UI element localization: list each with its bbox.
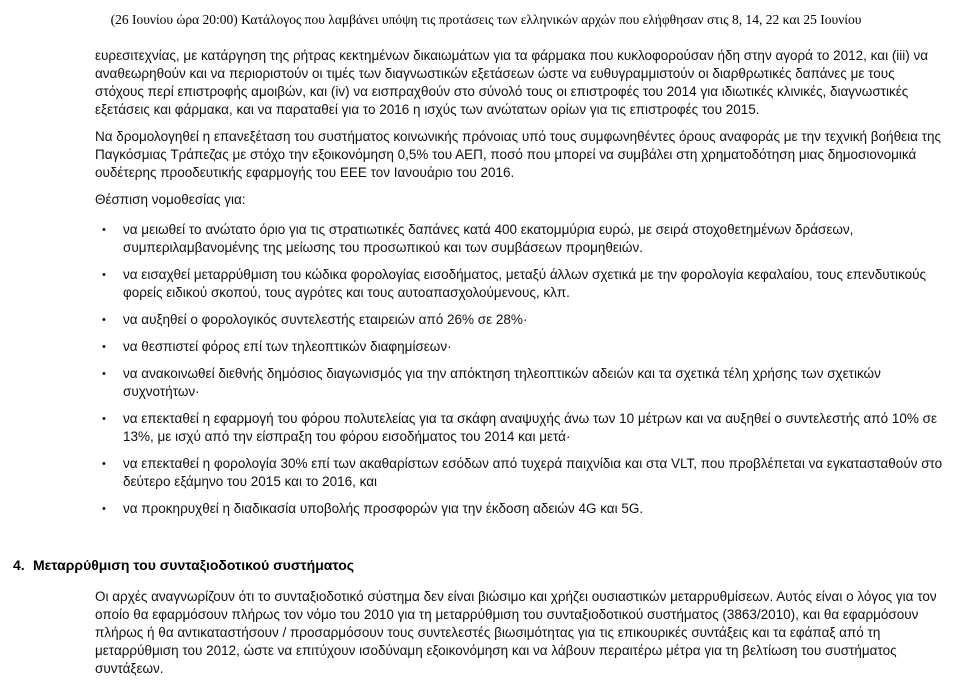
bullet-text: να επεκταθεί η φορολογία 30% επί των ακαθαρίστων εσόδων από τυχερά παιχνίδια και στα VLT, που προβλέπεται να εγκατασταθούν στο δεύτερο εξάμηνο του 2015 και το 2016, και [123,456,943,489]
bullet-text: να προκηρυχθεί η διαδικασία υποβολής προσφορών για την έκδοση αδειών 4G και 5G. [123,501,644,516]
bullet-icon: • [102,413,106,425]
bullet-item-tv-licenses-tender [95,365,945,401]
bullet-text: να εισαχθεί μεταρρύθμιση του κώδικα φορολογίας εισοδήματος, μεταξύ άλλων σχετικά με την φορολογία κεφαλαίου, τους επενδυτικούς φορείς ειδικού σκοπού, τους αγρότες και τους αυτοαπασχολούμενους, κλπ. [123,267,927,300]
bullet-item-income-tax-code [95,266,945,302]
section-4-heading [13,556,945,574]
bullet-icon: • [102,314,106,326]
bullet-item-luxury-tax [95,410,945,446]
section-number: 4. [13,557,25,573]
bullet-text: να ανακοινωθεί διεθνής δημόσιος διαγωνισμός για την απόκτηση τηλεοπτικών αδειών και τα σχετικά τέλη χρήσης των σχετικών συχνοτήτων· [123,366,881,399]
section-title: Μεταρρύθμιση του συνταξιοδοτικού συστήματος [33,557,355,573]
bullet-text: να θεσπιστεί φόρος επί των τηλεοπτικών διαφημίσεων· [123,339,452,354]
bullet-icon: • [102,341,106,353]
bullet-item-gaming-vlt-tax [95,455,945,491]
bullet-text: να επεκταθεί η εφαρμογή του φόρου πολυτελείας για τα σκάφη αναψυχής άνω των 10 μέτρων και να αυξηθεί ο συντελεστής από 10% σε 13%, με ισχύ από την είσπραξη του φόρου εισοδήματος του 2014 και μετά· [123,411,938,444]
bullet-item-military-spending [95,221,945,257]
bullet-icon: • [102,458,106,470]
legislation-bullet-list [0,221,972,518]
bullet-icon: • [102,368,106,380]
document-header-line: (26 Ιουνίου ώρα 20:00) Κατάλογος που λαμβάνει υπόψη τις προτάσεις των ελληνικών αρχών που ελήφθησαν στις 8, 14, 22 και 25 Ιουνίου [110,12,862,27]
bullet-item-corporate-tax-rate [95,311,945,329]
legislation-list-intro: Θέσπιση νομοθεσίας για: [95,192,246,207]
bullet-item-4g-5g-licenses [95,500,945,518]
bullet-icon: • [102,224,106,236]
bullet-text: να μειωθεί το ανώτατο όριο για τις στρατιωτικές δαπάνες κατά 400 εκατομμύρια ευρώ, με σειρά στοχοθετημένων δράσεων, συμπεριλαμβανομένης της μείωσης του προσωπικού και των συμβάσεων προμηθειών. [123,222,854,255]
document-body [0,47,972,678]
bullet-item-tv-ads-tax [95,338,945,356]
bullet-icon: • [102,269,106,281]
bullet-text: να αυξηθεί ο φορολογικός συντελεστής εταιρειών από 26% σε 28%· [123,312,528,327]
paragraph-pharma-measures: ευρεσιτεχνίας, με κατάργηση της ρήτρας κεκτημένων δικαιωμάτων για τα φάρμακα που κυκλοφορούσαν ήδη στην αγορά το 2012, και (iii) να αναθεωρηθούν και να περιοριστούν οι τιμές των διαγνωστικών εξετάσεων ώστε να ευθυγραμμιστούν οι διαρθρωτικές δαπάνες με τους στόχους περί επιστροφής αμοιβών, και (iv) να εισπραχθούν στο σύνολό τους οι επιστροφές του 2014 για ιδιωτικές κλινικές, διαγνωστικές εξετάσεις και φάρμακα, και να παραταθεί για το 2016 η ισχύς των ανώτατων ορίων για τις επιστροφές του 2015. [95,48,929,117]
paragraph-pension-reform: Οι αρχές αναγνωρίζουν ότι το συνταξιοδοτικό σύστημα δεν είναι βιώσιμο και χρήζει ουσιαστικών μεταρρυθμίσεων. Αυτός είναι ο λόγος για τον οποίο θα εφαρμόσουν πλήρως τον νόμο του 2010 για τη μεταρρύθμιση του συνταξιοδοτικού συστήματος (3863/2010), και θα εφαρμόσουν πλήρως ή θα αντικαταστήσουν / προσαρμόσουν τους συντελεστές βιωσιμότητας για τις επικουρικές συντάξεις και τα εφάπαξ από τη μεταρρύθμιση του 2012, ώστε να επιτύχουν ισοδύναμη εξοικονόμηση και να λάβουν περαιτέρω μέτρα για τη βελτίωση του συστήματος συντάξεων. [95,589,937,676]
bullet-icon: • [102,503,106,515]
paragraph-welfare-review: Να δρομολογηθεί η επανεξέταση του συστήματος κοινωνικής πρόνοιας υπό τους συμφωνηθέντες όρους αναφοράς με την τεχνική βοήθεια της Παγκόσμιας Τράπεζας με στόχο την εξοικονόμηση 0,5% του ΑΕΠ, ποσό που μπορεί να συμβάλει στη χρηματοδότηση μιας δημοσιονομικά ουδέτερης προοδευτικής εφαρμογής του ΕΕΕ τον Ιανουάριο του 2016. [95,129,941,180]
